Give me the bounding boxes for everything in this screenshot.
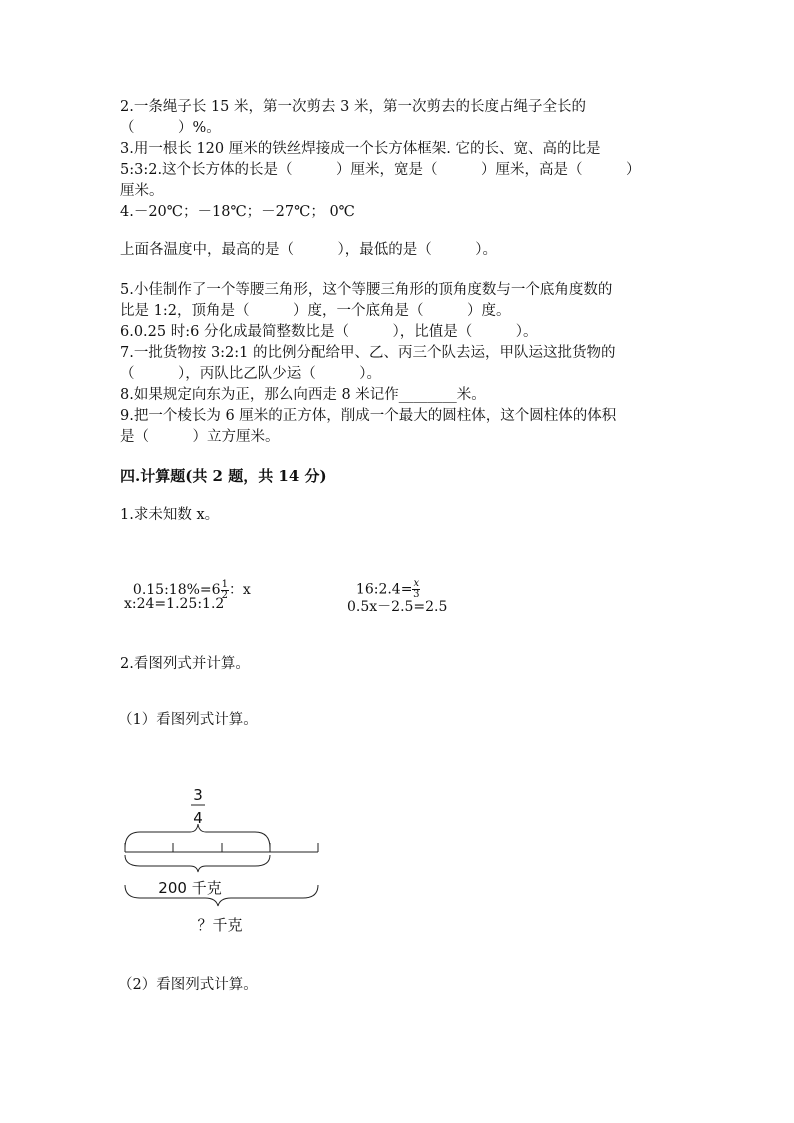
equation-1 — [124, 563, 251, 601]
equation-2-frac-num: x — [413, 578, 420, 589]
calc-q2-title: 2.看图列式并计算。 — [120, 656, 250, 672]
equation-2-frac-den: 3 — [413, 589, 420, 600]
fraction-numerator: 3 — [193, 786, 203, 804]
equation-3: x:24=1.25:1.2 — [124, 596, 225, 612]
q7-line2: （ ），丙队比乙队少运（ ）。 — [120, 366, 381, 382]
q5-line1: 5.小佳制作了一个等腰三角形，这个等腰三角形的顶角度数与一个底角度数的 — [120, 282, 613, 298]
q9-line2: 是（ ）立方厘米。 — [120, 429, 280, 445]
q8-line1: 8.如果规定向东为正，那么向西走 8 米记作________米。 — [120, 387, 486, 403]
q3-line3: 厘米。 — [120, 183, 164, 199]
calc-q1-title: 1.求未知数 x。 — [120, 507, 220, 523]
q3-line2: 5:3:2.这个长方体的长是（ ）厘米，宽是（ ）厘米，高是（ ） — [120, 162, 641, 178]
equation-1-frac-num: 1 — [221, 578, 228, 590]
top-brace — [125, 824, 270, 848]
q3-line1: 3.用一根长 120 厘米的铁丝焊接成一个长方体框架. 它的长、宽、高的比是 — [120, 141, 601, 157]
whole-brace — [125, 885, 318, 906]
q9-line1: 9.把一个棱长为 6 厘米的正方体，削成一个最大的圆柱体，这个圆柱体的体积 — [120, 408, 617, 424]
section4-heading: 四.计算题(共 2 题，共 14 分) — [120, 467, 327, 485]
equation-2-prefix: 16:2.4= — [355, 581, 413, 598]
calc-q2-part2: （2）看图列式计算。 — [118, 977, 258, 993]
known-weight-label: 200 千克 — [158, 879, 222, 897]
unknown-weight-label: ？千克 — [197, 916, 243, 934]
known-brace — [125, 855, 270, 872]
equation-4: 0.5x－2.5=2.5 — [347, 599, 448, 615]
equation-1-prefix: 0.15:18%=6 — [132, 582, 221, 598]
q4-line1: 4.－20℃；－18℃；－27℃； 0℃ — [120, 204, 355, 220]
equation-2 — [347, 563, 420, 600]
q2-line2: （ ）%。 — [120, 120, 221, 136]
q5-line2: 比是 1:2，顶角是（ ）度，一个底角是（ ）度。 — [120, 303, 511, 319]
q7-line1: 7.一批货物按 3:2:1 的比例分配给甲、乙、丙三个队去运，甲队运这批货物的 — [120, 345, 616, 361]
fraction-denominator: 4 — [193, 809, 203, 827]
equation-1-frac-den: 2 — [221, 589, 228, 601]
q6-line1: 6.0.25 时:6 分化成最简整数比是（ ），比值是（ ）。 — [120, 324, 538, 340]
calc-q2-part1: （1）看图列式计算。 — [118, 712, 258, 728]
q4-line2: 上面各温度中，最高的是（ ），最低的是（ ）。 — [120, 242, 497, 258]
q2-line1: 2.一条绳子长 15 米，第一次剪去 3 米，第一次剪去的长度占绳子全长的 — [120, 99, 586, 115]
equation-1-suffix: ：x — [228, 582, 251, 598]
